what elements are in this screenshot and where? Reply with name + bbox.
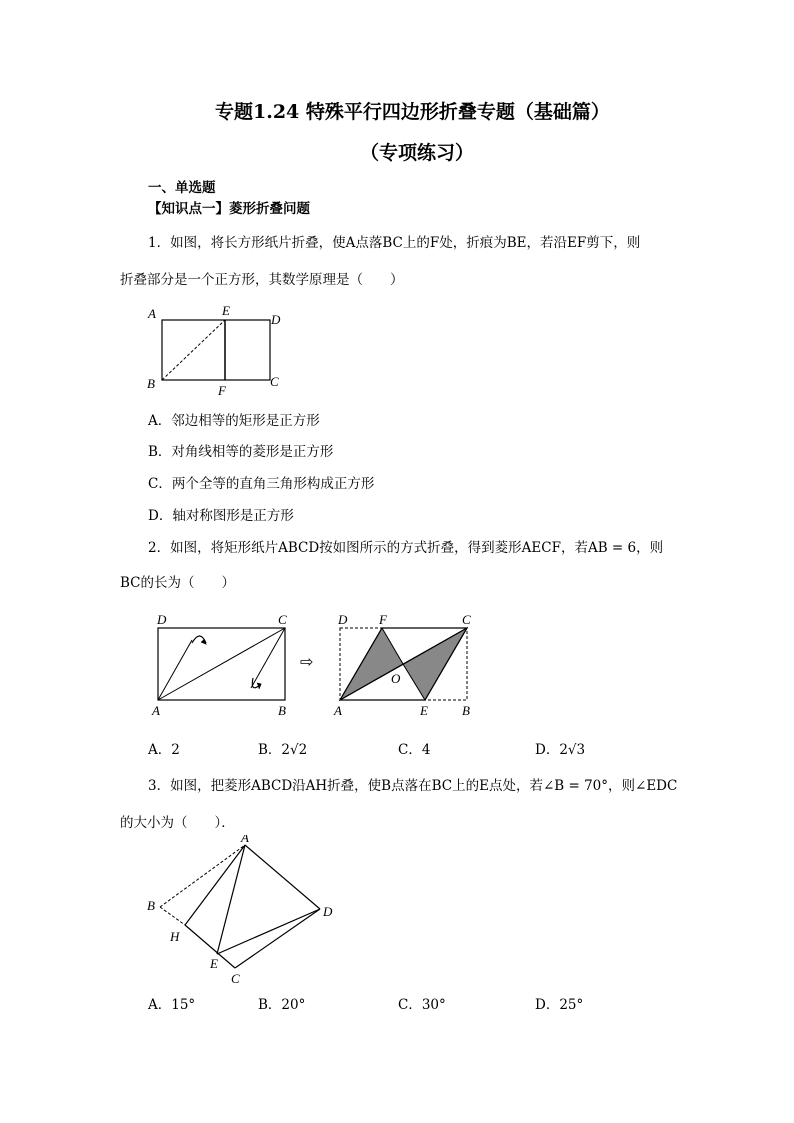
q1-label-d: D — [271, 312, 281, 327]
q3-segment-ae — [217, 845, 245, 954]
page-subtitle: （专项练习） — [360, 142, 475, 164]
q1-option-b: B．对角线相等的菱形是正方形 — [148, 444, 334, 460]
q3-label-b: B — [147, 898, 155, 913]
q1-label-a: A — [148, 306, 156, 321]
q1-label-c: C — [270, 374, 279, 389]
q1-figure — [140, 300, 300, 400]
q1-line1: 1．如图，将长方形纸片折叠，使A点落BC上的F处，折痕为BE，若沿EF剪下，则 — [148, 235, 641, 251]
q3-label-a: A — [241, 835, 249, 845]
q2-right-label-e: E — [420, 703, 428, 718]
q2-left-fold-line-1 — [158, 640, 192, 700]
q3-side-dc — [235, 909, 320, 968]
q3-option-d: D．25° — [535, 997, 584, 1013]
section-heading: 一、单选题 — [148, 180, 216, 196]
q2-line2: BC的长为（ ） — [120, 575, 236, 591]
q2-left-label-b: B — [278, 703, 286, 718]
q2-line1: 2．如图，将矩形纸片ABCD按如图所示的方式折叠，得到菱形AECF，若AB = 6，则 — [148, 540, 664, 556]
q1-rectangle — [162, 320, 270, 380]
q2-option-a: A．2 — [148, 742, 180, 758]
q1-option-c: C．两个全等的直角三角形构成正方形 — [148, 476, 375, 492]
q2-option-b: B．2√2 — [258, 742, 308, 758]
q2-left-label-d: D — [157, 612, 167, 627]
q3-line1: 3．如图，把菱形ABCD沿AH折叠，使B点落在BC上的E点处，若∠B = 70°，则∠EDC — [148, 778, 678, 794]
page-title: 专题1.24 特殊平行四边形折叠专题（基础篇） — [215, 101, 610, 123]
q3-label-c: C — [231, 971, 240, 986]
q3-side-ad — [245, 845, 320, 909]
q2-right-label-o: O — [391, 671, 401, 686]
q1-option-d: D．轴对称图形是正方形 — [148, 508, 294, 524]
q3-fold-side-ba — [160, 845, 245, 907]
q3-fold-side-bh — [160, 907, 185, 925]
q2-right-label-d: D — [338, 612, 348, 627]
q3-line2: 的大小为（ ）． — [120, 815, 235, 831]
q2-left-label-c: C — [278, 612, 287, 627]
q3-label-h: H — [170, 929, 180, 944]
q2-shaded-triangle-right — [403, 628, 467, 700]
q2-transform-arrow: ⇨ — [300, 652, 314, 671]
q3-label-e: E — [210, 956, 218, 971]
q2-right-label-c: C — [462, 612, 471, 627]
q3-option-c: C．30° — [398, 997, 446, 1013]
q1-label-f: F — [218, 383, 226, 398]
q2-left-fold-line-2 — [251, 628, 285, 688]
q3-segment-ed — [217, 909, 320, 954]
q2-fold-arrowhead-bottom — [257, 683, 261, 689]
q2-right-label-b: B — [462, 703, 470, 718]
knowledge-point: 【知识点一】菱形折叠问题 — [148, 201, 310, 217]
q2-left-diagonal — [158, 628, 285, 700]
q2-option-c: C．4 — [398, 742, 431, 758]
q2-right-label-f: F — [379, 612, 387, 627]
q1-option-a: A．邻边相等的矩形是正方形 — [148, 413, 320, 429]
q3-option-a: A．15° — [148, 997, 196, 1013]
q1-label-b: B — [147, 376, 155, 391]
q1-label-e: E — [222, 303, 230, 318]
q3-figure — [140, 835, 350, 990]
q2-option-d: D．2√3 — [535, 742, 586, 758]
q1-line2: 折叠部分是一个正方形，其数学原理是（ ） — [120, 272, 404, 288]
q1-fold-line-be — [162, 320, 225, 380]
q3-option-b: B．20° — [258, 997, 306, 1013]
q2-left-label-a: A — [152, 703, 160, 718]
q3-label-d: D — [323, 904, 333, 919]
q2-shaded-triangle-left — [340, 628, 403, 700]
q3-fold-line-ah — [185, 845, 245, 925]
q2-figure — [140, 605, 490, 725]
q2-right-label-a: A — [334, 703, 342, 718]
q2-fold-arrowhead-top — [201, 639, 206, 644]
q2-right-diagonal-ac — [340, 628, 467, 700]
